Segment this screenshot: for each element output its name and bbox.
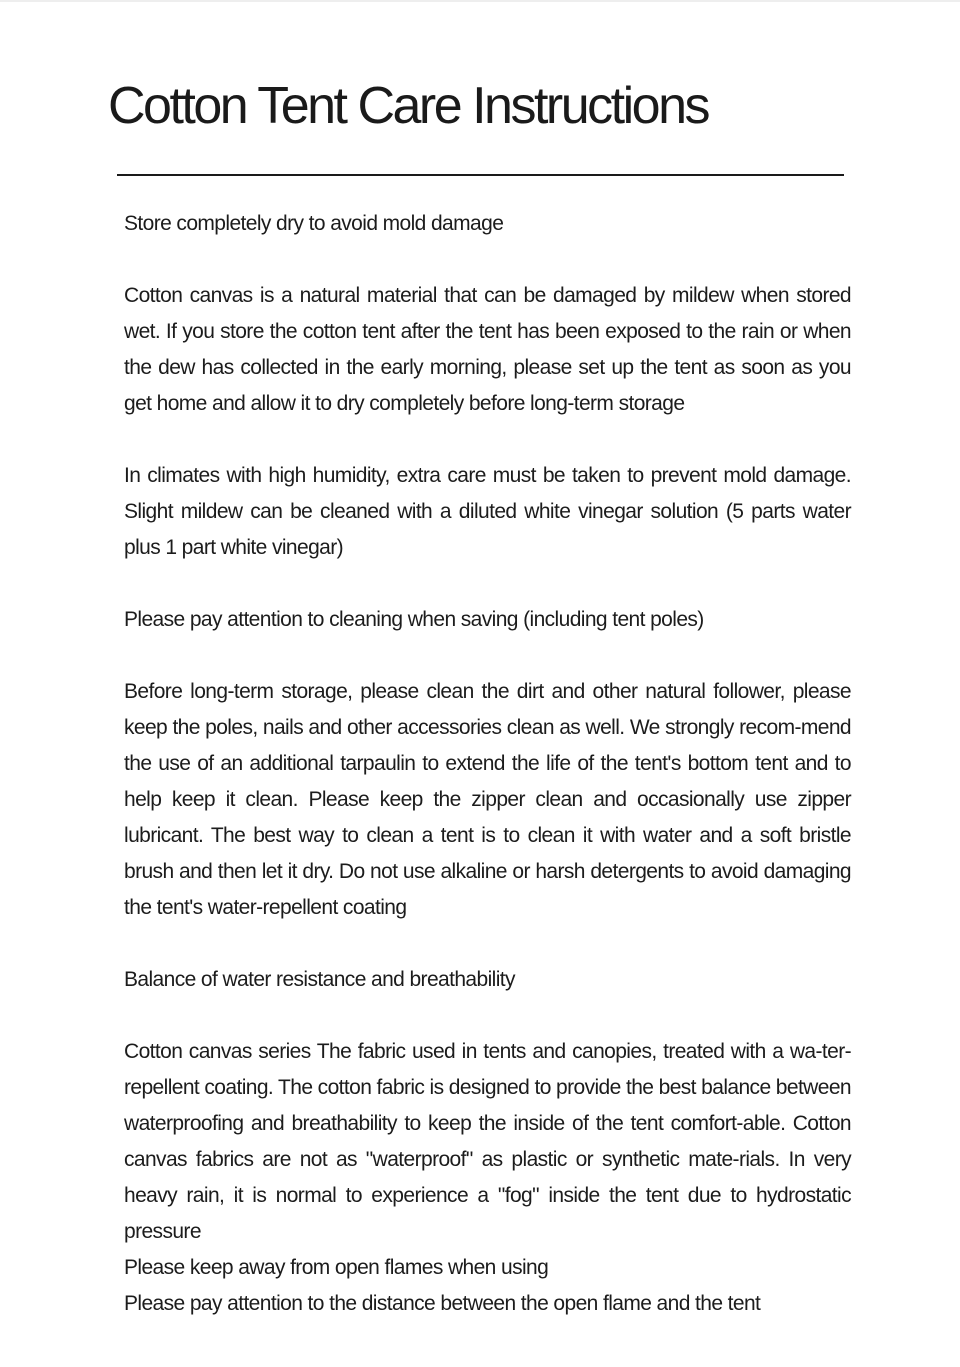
paragraph-mold-storage: Cotton canvas is a natural material that can be damaged by mildew when stored wet. If you store the cotton tent after the tent has been exposed to the rain or when the dew has collected in the early morning, please set up the tent as soon as you get home and allow it to dry completely before long-term storage	[124, 284, 851, 415]
section-heading-mold: Store completely dry to avoid mold damage	[124, 212, 504, 235]
paragraph-humidity: In climates with high humidity, extra care must be taken to prevent mold damage. Slight mildew can be cleaned with a diluted white vinegar solution (5 parts water plus 1 part white vinegar)	[124, 464, 851, 559]
footer-line-flame-distance: Please pay attention to the distance between the open flame and the tent	[124, 1292, 761, 1315]
care-instructions-body	[124, 206, 851, 1322]
section-heading-cleaning: Please pay attention to cleaning when saving (including tent poles)	[124, 608, 704, 631]
page-title: Cotton Tent Care Instructions	[108, 77, 708, 135]
footer-line-open-flames: Please keep away from open flames when using	[124, 1256, 549, 1279]
section-heading-water-resistance: Balance of water resistance and breathability	[124, 968, 515, 991]
top-border	[0, 0, 960, 2]
paragraph-cleaning: Before long-term storage, please clean the dirt and other natural follower, please keep the poles, nails and other accessories clean as well. We strongly recom-mend the use of an additional tarpaulin to extend the life of the tent's bottom tent and to help keep it clean. Please keep the zipper clean and occasionally use zipper lubricant. The best way to clean a tent is to clean it with water and a soft bristle brush and then let it dry. Do not use alkaline or harsh detergents to avoid damaging the tent's water-repellent coating	[124, 680, 851, 919]
paragraph-water-resistance: Cotton canvas series The fabric used in tents and canopies, treated with a wa-ter-repellent coating. The cotton fabric is designed to provide the best balance between waterproofing and breathability to keep the inside of the tent comfort-able. Cotton canvas fabrics are not as "waterproof" as plastic or synthetic mate-rials. In very heavy rain, it is normal to experience a "fog" inside the tent due to hydrostatic pressure	[124, 1040, 851, 1243]
title-divider	[117, 174, 844, 176]
